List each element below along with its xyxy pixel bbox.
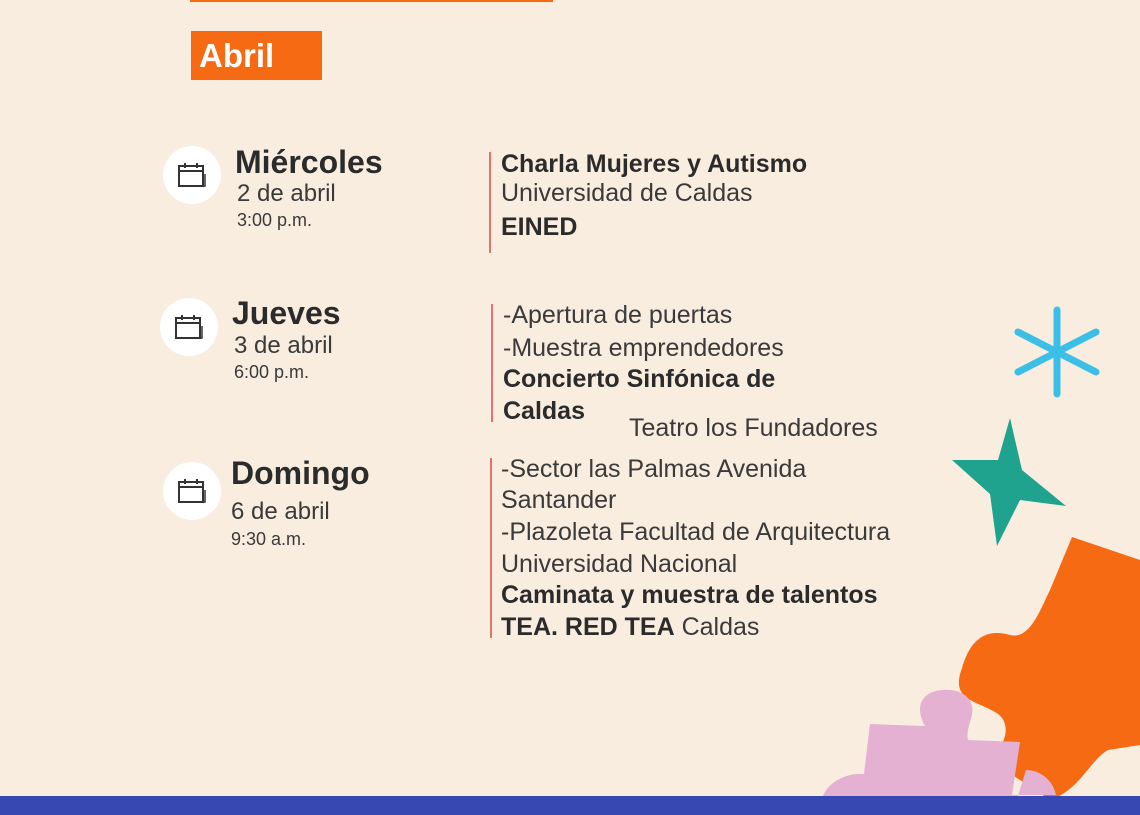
organizer-city: Caldas bbox=[681, 613, 760, 641]
event-venue: Teatro los Fundadores bbox=[629, 414, 878, 442]
event-venue: Universidad de Caldas bbox=[501, 179, 753, 207]
event-title: Charla Mujeres y Autismo bbox=[501, 150, 808, 178]
event-line: -Muestra emprendedores bbox=[503, 334, 784, 362]
event-title: Concierto Sinfónica de bbox=[503, 365, 776, 393]
organizer-bold: TEA. RED TEA bbox=[501, 613, 675, 641]
event-line: -Sector las Palmas Avenida bbox=[501, 455, 807, 483]
event-time: 3:00 p.m. bbox=[237, 210, 313, 230]
event-organizer: EINED bbox=[501, 213, 578, 241]
event-day: Miércoles bbox=[235, 144, 383, 180]
event-date: 3 de abril bbox=[234, 332, 333, 359]
asterisk-icon bbox=[1018, 310, 1096, 394]
event-line: Santander bbox=[501, 486, 617, 514]
bottom-band bbox=[0, 796, 1140, 815]
month-label: Abril bbox=[199, 36, 275, 74]
event-date: 2 de abril bbox=[237, 180, 336, 207]
event-line: Universidad Nacional bbox=[501, 550, 738, 578]
event-day: Jueves bbox=[232, 295, 341, 331]
event-line: -Apertura de puertas bbox=[503, 301, 733, 329]
event-day: Domingo bbox=[231, 455, 370, 491]
star-icon bbox=[952, 418, 1066, 546]
event-time: 9:30 a.m. bbox=[231, 529, 307, 549]
event-title: Caminata y muestra de talentos bbox=[501, 581, 878, 609]
event-time: 6:00 p.m. bbox=[234, 362, 310, 382]
event-title: Caldas bbox=[503, 397, 585, 425]
event-line: -Plazoleta Facultad de Arquitectura bbox=[501, 518, 891, 546]
event-date: 6 de abril bbox=[231, 498, 330, 525]
